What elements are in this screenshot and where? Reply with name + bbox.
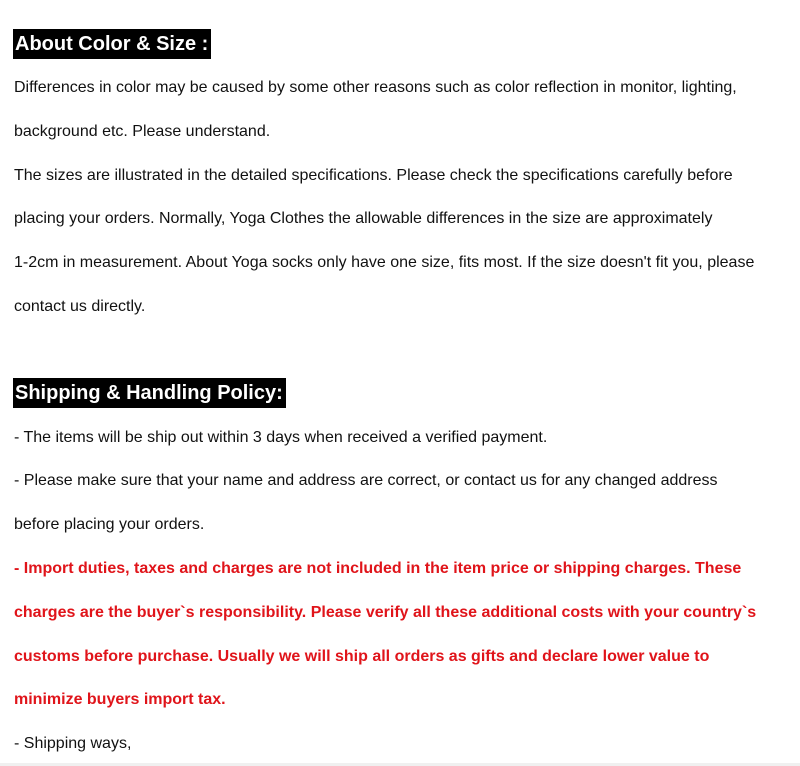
color-size-line-3: The sizes are illustrated in the detailed specifications. Please check the specifications carefully before [14,167,733,184]
color-size-line-5: 1-2cm in measurement. About Yoga socks only have one size, fits most. If the size doesn't fit you, please [14,254,755,271]
import-duties-notice-line-3: customs before purchase. Usually we will ship all orders as gifts and declare lower value to [14,648,710,665]
color-size-heading: About Color & Size : [13,29,211,59]
shipping-ways-line: - Shipping ways, [14,735,132,752]
import-duties-notice-line-4: minimize buyers import tax. [14,691,226,708]
color-size-line-4: placing your orders. Normally, Yoga Clothes the allowable differences in the size are approximately [14,210,713,227]
import-duties-notice-line-2: charges are the buyer`s responsibility. Please verify all these additional costs with your country`s [14,604,757,621]
import-duties-notice-line-1: - Import duties, taxes and charges are not included in the item price or shipping charges. These [14,560,742,577]
color-size-line-2: background etc. Please understand. [14,123,271,140]
shipping-line-2: - Please make sure that your name and address are correct, or contact us for any changed address [14,472,718,489]
shipping-line-1: - The items will be ship out within 3 days when received a verified payment. [14,429,548,446]
color-size-line-6: contact us directly. [14,298,146,315]
shipping-heading: Shipping & Handling Policy: [13,378,286,408]
shipping-line-3: before placing your orders. [14,516,205,533]
color-size-line-1: Differences in color may be caused by some other reasons such as color reflection in monitor, lighting, [14,79,737,96]
